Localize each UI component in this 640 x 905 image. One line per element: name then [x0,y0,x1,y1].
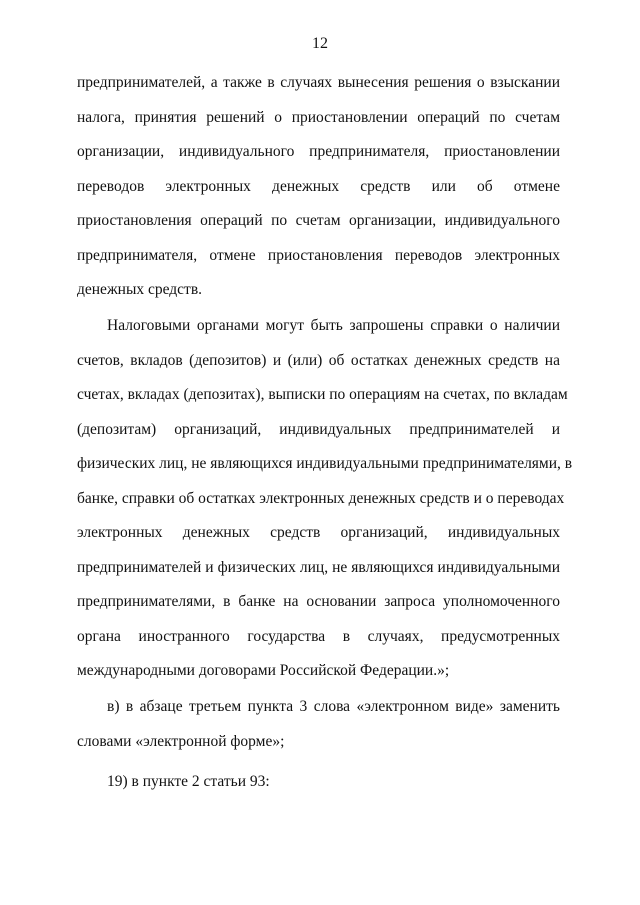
text-line: 19) в пункте 2 статьи 93: [107,773,270,790]
text-line: организации, индивидуального предпринимателя, приостановлении [77,143,560,160]
text-line: (депозитам) организаций, индивидуальных предпринимателей и [77,420,560,438]
text-line: счетах, вкладах (депозитах), выписки по операциям на счетах, по вкладам [77,386,568,403]
text-line: предпринимателей и физических лиц, не являющихся индивидуальными [77,558,560,576]
text-line: международными договорами Российской Федерации.»; [77,662,450,679]
text-line: Налоговыми органами могут быть запрошены справки о наличии [107,317,560,334]
paragraph-continuation [77,73,560,315]
text-line: денежных средств. [77,281,203,298]
text-line: налога, принятия решений о приостановлении операций по счетам [77,108,560,126]
paragraph-item-19 [77,772,560,807]
text-line: физических лиц, не являющихся индивидуальными предпринимателями, в [77,455,573,472]
text-line: банке, справки об остатках электронных денежных средств и о переводах [77,489,565,507]
text-line: приостановления операций по счетам организации, индивидуального [77,212,560,229]
text-line: предпринимателей, а также в случаях вынесения решения о взыскании [77,74,560,91]
page-number: 12 [312,35,328,52]
text-line: в) в абзаце третьем пункта 3 слова «электронном виде» заменить [107,698,560,715]
text-line: органа иностранного государства в случаях, предусмотренных [77,627,560,645]
paragraph-item-v [77,697,560,766]
text-line: предпринимателями, в банке на основании запроса уполномоченного [77,593,560,610]
text-line: электронных денежных средств организаций, индивидуальных [77,524,560,541]
text-line: переводов электронных денежных средств или об отмене [77,177,560,195]
paragraph-tax-inquiries [77,316,573,696]
text-line: счетов, вкладов (депозитов) и (или) об остатках денежных средств на [77,351,560,369]
text-line: словами «электронной форме»; [77,732,285,750]
text-line: предпринимателя, отмене приостановления переводов электронных [77,246,560,264]
